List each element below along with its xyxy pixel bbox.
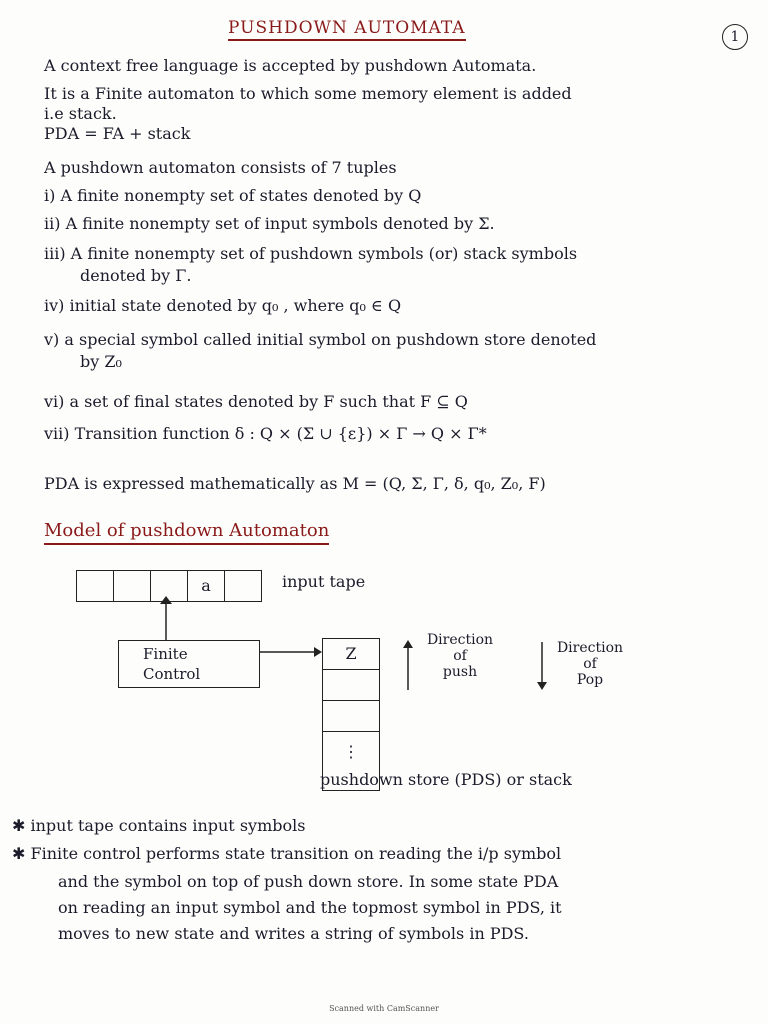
push-label: Direction	[426, 632, 494, 648]
intro-line: PDA = FA + stack	[44, 124, 191, 143]
scanner-footer: Scanned with CamScanner	[329, 1004, 439, 1013]
finite-control-label: Finite	[143, 645, 188, 663]
tuple-item: iv) initial state denoted by q₀ , where q₀ ∈ Q	[44, 296, 402, 315]
note-cont: moves to new state and writes a string of symbols in PDS.	[58, 924, 529, 943]
tuple-item: vi) a set of final states denoted by F such that F ⊆ Q	[44, 392, 468, 411]
tuple-item-cont: by Z₀	[80, 352, 122, 371]
intro-line: A pushdown automaton consists of 7 tuples	[44, 158, 397, 177]
tape-cell-current: a	[188, 571, 225, 601]
pop-label: Direction	[556, 640, 624, 656]
pds-label: pushdown store (PDS) or stack	[320, 770, 572, 789]
tuple-item: vii) Transition function δ : Q × (Σ ∪ {ε}) × Γ → Q × Γ*	[44, 424, 487, 443]
push-arrowhead	[403, 640, 413, 648]
note-item: ✱ input tape contains input symbols	[12, 816, 306, 835]
tuple-item: ii) A finite nonempty set of input symbols denoted by Σ.	[44, 214, 495, 233]
note-cont: on reading an input symbol and the topmost symbol in PDS, it	[58, 898, 562, 917]
intro-line: A context free language is accepted by pushdown Automata.	[44, 56, 537, 75]
push-label: of	[453, 648, 467, 664]
tape-label: input tape	[282, 572, 366, 591]
control-stack-arrow	[314, 647, 322, 657]
intro-line: i.e stack.	[44, 104, 117, 123]
tuple-item: i) A finite nonempty set of states denoted by Q	[44, 186, 422, 205]
page-title: PUSHDOWN AUTOMATA	[228, 18, 466, 41]
tuple-item: iii) A finite nonempty set of pushdown symbols (or) stack symbols	[44, 244, 578, 263]
stack-dots: ⋮	[343, 742, 359, 761]
model-heading: Model of pushdown Automaton	[44, 520, 329, 545]
pda-definition: PDA is expressed mathematically as M = (Q, Σ, Γ, δ, q₀, Z₀, F)	[44, 474, 546, 493]
finite-control-label: Control	[143, 665, 201, 683]
pop-label: Pop	[576, 672, 604, 688]
tape-head-arrow	[160, 596, 172, 604]
intro-line: It is a Finite automaton to which some memory element is added	[44, 84, 572, 103]
tuple-item: v) a special symbol called initial symbol on pushdown store denoted	[44, 330, 597, 349]
pop-label: of	[583, 656, 597, 672]
note-cont: and the symbol on top of push down store. In some state PDA	[58, 872, 559, 891]
stack-top-cell: Z	[323, 639, 379, 670]
push-label: push	[442, 664, 478, 680]
pop-arrowhead	[537, 682, 547, 690]
note-item: ✱ Finite control performs state transition on reading the i/p symbol	[12, 844, 562, 863]
tuple-item-cont: denoted by Γ.	[80, 266, 192, 285]
page-number: 1	[722, 24, 748, 50]
